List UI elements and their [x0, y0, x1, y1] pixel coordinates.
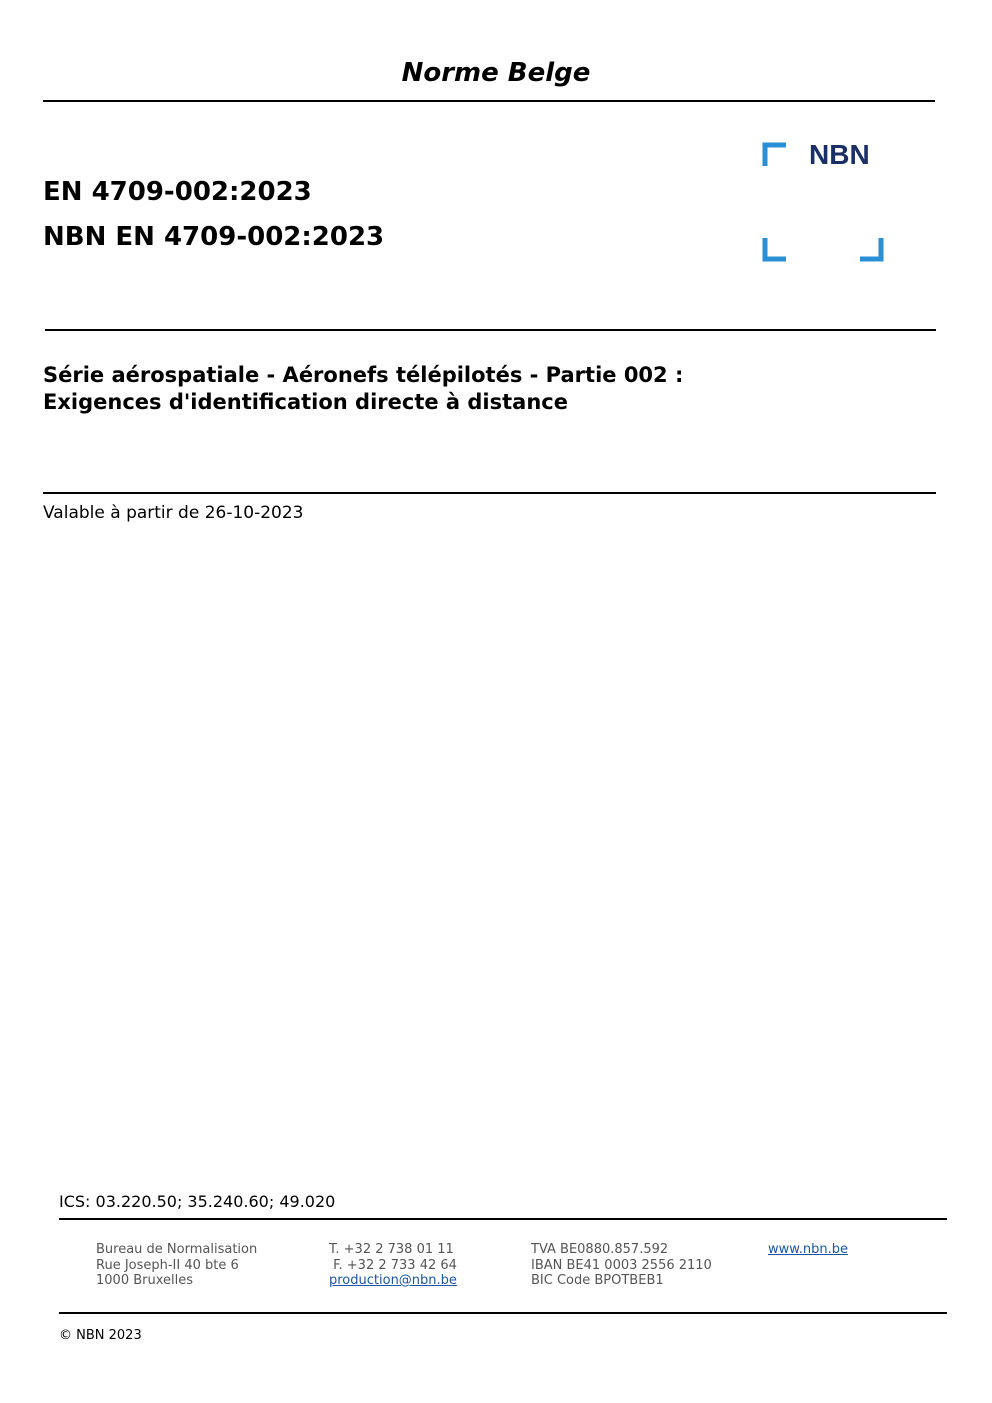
website-link[interactable]: www.nbn.be [768, 1242, 848, 1257]
footer-contact [329, 1242, 457, 1289]
iban-number: IBAN BE41 0003 2556 2110 [531, 1257, 712, 1273]
logo-bracket-top-left [765, 145, 786, 166]
nbn-standard-code: NBN EN 4709-002:2023 [43, 222, 385, 252]
footer-top-divider [59, 1218, 947, 1220]
address-line: 1000 Bruxelles [96, 1273, 194, 1288]
footer-address [96, 1242, 257, 1289]
title-line-1: Série aérospatiale - Aéronefs télépilotés - Partie 002 : [43, 363, 684, 387]
title-line-2: Exigences d'identification directe à distance [43, 390, 568, 414]
validity-date: Valable à partir de 26-10-2023 [43, 503, 304, 523]
header-title: Norme Belge [401, 58, 591, 88]
nbn-logo [760, 140, 886, 264]
copyright-notice: © NBN 2023 [59, 1328, 142, 1343]
vat-number: TVA BE0880.857.592 [531, 1242, 669, 1257]
footer-web [768, 1242, 848, 1258]
logo-bracket-bottom-right [860, 238, 881, 259]
phone-number: T. +32 2 738 01 11 [329, 1242, 454, 1257]
address-line: Rue Joseph-II 40 bte 6 [96, 1257, 239, 1273]
footer-banking [531, 1242, 712, 1289]
logo-bracket-bottom-left [765, 238, 786, 259]
document-title [43, 362, 903, 416]
address-line: Bureau de Normalisation [96, 1242, 258, 1257]
fax-number: F. +32 2 733 42 64 [329, 1257, 457, 1273]
email-link[interactable]: production@nbn.be [329, 1273, 457, 1288]
title-bottom-divider [43, 492, 936, 494]
footer-bottom-divider [59, 1312, 947, 1314]
en-standard-code: EN 4709-002:2023 [43, 177, 312, 207]
title-top-divider [45, 329, 936, 331]
header-divider [43, 100, 935, 102]
ics-codes: ICS: 03.220.50; 35.240.60; 49.020 [59, 1192, 336, 1211]
bic-code: BIC Code BPOTBEB1 [531, 1273, 664, 1288]
logo-text: NBN [809, 140, 870, 170]
